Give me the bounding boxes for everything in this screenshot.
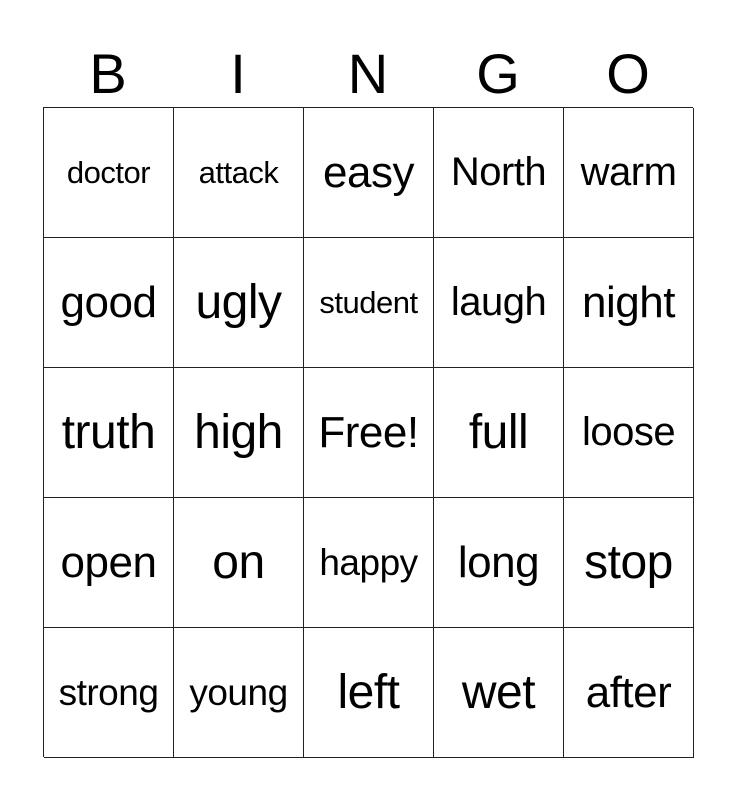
bingo-cell[interactable]: young bbox=[174, 628, 304, 758]
bingo-cell[interactable]: wet bbox=[434, 628, 564, 758]
bingo-cell[interactable]: high bbox=[174, 368, 304, 498]
bingo-cell[interactable]: ugly bbox=[174, 238, 304, 368]
bingo-cell[interactable]: on bbox=[174, 498, 304, 628]
bingo-cell[interactable]: laugh bbox=[434, 238, 564, 368]
bingo-cell[interactable]: strong bbox=[44, 628, 174, 758]
header-letter-g: G bbox=[476, 42, 520, 105]
bingo-cell[interactable]: stop bbox=[564, 498, 694, 628]
bingo-cell[interactable]: easy bbox=[304, 108, 434, 238]
header-letter-i: I bbox=[230, 42, 246, 105]
bingo-cell[interactable]: doctor bbox=[44, 108, 174, 238]
bingo-cell[interactable]: loose bbox=[564, 368, 694, 498]
header-letter-n: N bbox=[347, 42, 389, 105]
free-space-cell[interactable]: Free! bbox=[304, 368, 434, 498]
bingo-cell[interactable]: after bbox=[564, 628, 694, 758]
bingo-cell[interactable]: attack bbox=[174, 108, 304, 238]
bingo-cell[interactable]: happy bbox=[304, 498, 434, 628]
header-letter-o: O bbox=[606, 42, 650, 105]
bingo-cell[interactable]: North bbox=[434, 108, 564, 238]
bingo-cell[interactable]: warm bbox=[564, 108, 694, 238]
bingo-cell[interactable]: truth bbox=[44, 368, 174, 498]
bingo-cell[interactable]: left bbox=[304, 628, 434, 758]
bingo-cell[interactable]: student bbox=[304, 238, 434, 368]
bingo-cell[interactable]: good bbox=[44, 238, 174, 368]
bingo-board bbox=[43, 107, 693, 757]
bingo-header bbox=[43, 40, 693, 108]
bingo-cell[interactable]: open bbox=[44, 498, 174, 628]
bingo-cell[interactable]: night bbox=[564, 238, 694, 368]
header-letter-b: B bbox=[89, 42, 127, 105]
bingo-cell[interactable]: long bbox=[434, 498, 564, 628]
bingo-cell[interactable]: full bbox=[434, 368, 564, 498]
